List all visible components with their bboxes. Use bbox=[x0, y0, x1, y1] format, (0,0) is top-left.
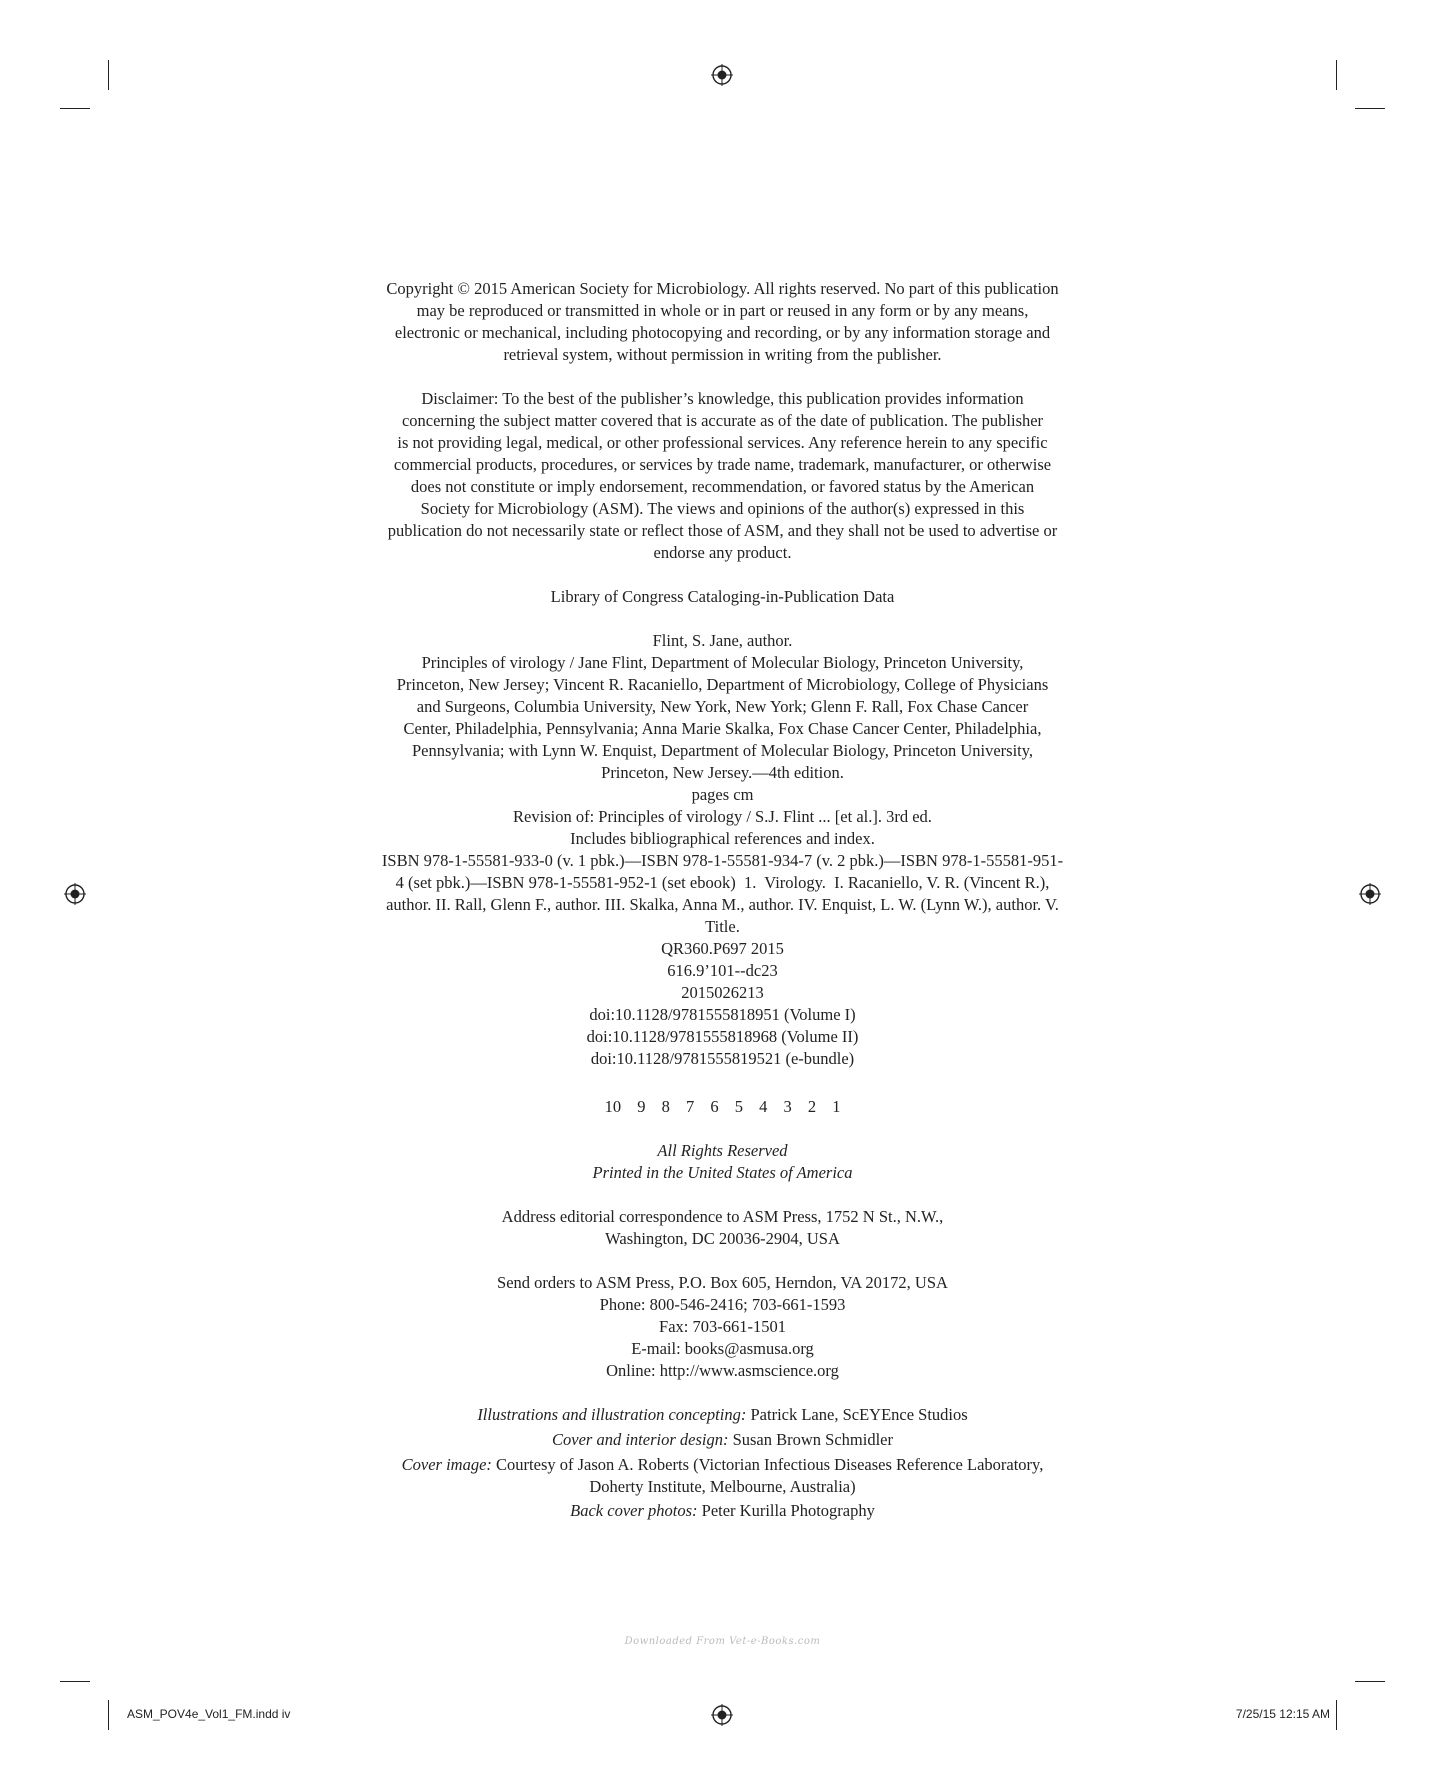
order-info bbox=[340, 1272, 1105, 1382]
credit-label: Illustrations and illustration concepting: bbox=[477, 1405, 747, 1424]
copyright-notice bbox=[340, 278, 1105, 366]
disclaimer-line: Society for Microbiology (ASM). The views and opinions of the author(s) expressed in this bbox=[420, 499, 1025, 518]
cip-line: ISBN 978-1-55581-933-0 (v. 1 pbk.)—ISBN 978-1-55581-934-7 (v. 2 pbk.)—ISBN 978-1-55581-951- bbox=[381, 851, 1064, 870]
cip-line: 2015026213 bbox=[681, 983, 764, 1002]
registration-mark-icon bbox=[1359, 883, 1381, 905]
address-line: Address editorial correspondence to ASM Press, 1752 N St., N.W., bbox=[501, 1207, 944, 1226]
cip-line: 4 (set pbk.)—ISBN 978-1-55581-952-1 (set ebook) 1. Virology. I. Racaniello, V. R. (Vincent R.), bbox=[395, 873, 1050, 892]
credit-value: Susan Brown Schmidler bbox=[728, 1430, 893, 1449]
cip-line: Princeton, New Jersey.—4th edition. bbox=[601, 763, 844, 782]
printer-key-number: 7 bbox=[685, 1097, 695, 1116]
disclaimer-line: does not constitute or imply endorsement, recommendation, or favored status by the American bbox=[410, 477, 1035, 496]
credit-label: Back cover photos: bbox=[570, 1501, 698, 1520]
cip-line: doi:10.1128/9781555818951 (Volume I) bbox=[589, 1005, 856, 1024]
credit-label: Cover image: bbox=[401, 1455, 492, 1474]
registration-mark-icon bbox=[64, 883, 86, 905]
credit-label: Cover and interior design: bbox=[552, 1430, 729, 1449]
crop-mark bbox=[1336, 60, 1337, 90]
printer-key-number: 3 bbox=[783, 1097, 792, 1116]
copyright-line: Copyright © 2015 American Society for Microbiology. All rights reserved. No part of this publication bbox=[386, 279, 1059, 298]
crop-mark bbox=[60, 1681, 90, 1682]
credit-design bbox=[340, 1427, 1105, 1452]
printer-key-number: 1 bbox=[832, 1097, 841, 1116]
registration-mark-icon bbox=[711, 1704, 733, 1726]
disclaimer-line: publication do not necessarily state or reflect those of ASM, and they shall not be used to advertise or bbox=[387, 521, 1058, 540]
printer-key-number: 5 bbox=[734, 1097, 743, 1116]
cip-line: Center, Philadelphia, Pennsylvania; Anna Marie Skalka, Fox Chase Cancer Center, Philadelphia, bbox=[403, 719, 1042, 738]
cip-data bbox=[340, 630, 1105, 1070]
credit-value: Doherty Institute, Melbourne, Australia) bbox=[589, 1477, 856, 1496]
printer-key-number: 9 bbox=[637, 1097, 646, 1116]
crop-mark bbox=[60, 108, 90, 109]
crop-mark bbox=[108, 60, 109, 90]
order-line: E-mail: books@asmusa.org bbox=[631, 1339, 814, 1358]
printer-key-number: 8 bbox=[661, 1097, 670, 1116]
slug-filename: ASM_POV4e_Vol1_FM.indd iv bbox=[127, 1707, 291, 1721]
cip-line: Includes bibliographical references and index. bbox=[570, 829, 875, 848]
crop-mark bbox=[1355, 1681, 1385, 1682]
cip-line: Pennsylvania; with Lynn W. Enquist, Department of Molecular Biology, Princeton University, bbox=[411, 741, 1034, 760]
slug-timestamp: 7/25/15 12:15 AM bbox=[1235, 1707, 1330, 1721]
address-line: Washington, DC 20036-2904, USA bbox=[605, 1229, 840, 1248]
order-line: Phone: 800-546-2416; 703-661-1593 bbox=[599, 1295, 846, 1314]
rights-statement bbox=[340, 1140, 1105, 1184]
watermark: Downloaded From Vet-e-Books.com bbox=[624, 1636, 821, 1647]
cip-line: doi:10.1128/9781555818968 (Volume II) bbox=[586, 1027, 859, 1046]
cip-line: Revision of: Principles of virology / S.J. Flint ... [et al.]. 3rd ed. bbox=[513, 807, 932, 826]
credit-illustrations bbox=[340, 1402, 1105, 1427]
disclaimer-line: is not providing legal, medical, or other professional services. Any reference herein to any specific bbox=[397, 433, 1048, 452]
cip-line: Princeton, New Jersey; Vincent R. Racaniello, Department of Microbiology, College of Physicians bbox=[396, 675, 1049, 694]
crop-mark bbox=[108, 1700, 109, 1730]
cip-line: 616.9’101--dc23 bbox=[667, 961, 778, 980]
cip-line: Principles of virology / Jane Flint, Department of Molecular Biology, Princeton University, bbox=[421, 653, 1024, 672]
cip-line: pages cm bbox=[691, 785, 754, 804]
cip-line: Flint, S. Jane, author. bbox=[652, 631, 793, 650]
copyright-line: electronic or mechanical, including photocopying and recording, or by any information storage and bbox=[394, 323, 1051, 342]
printer-key-number: 2 bbox=[807, 1097, 817, 1116]
credit-value: Courtesy of Jason A. Roberts (Victorian Infectious Diseases Reference Laboratory, bbox=[491, 1455, 1044, 1474]
registration-mark-icon bbox=[711, 64, 733, 86]
cip-line: doi:10.1128/9781555819521 (e-bundle) bbox=[590, 1049, 855, 1068]
credit-value: Patrick Lane, ScEYEnce Studios bbox=[746, 1405, 968, 1424]
disclaimer-line: Disclaimer: To the best of the publisher’s knowledge, this publication provides information bbox=[421, 389, 1024, 408]
crop-mark bbox=[1355, 108, 1385, 109]
order-line: Send orders to ASM Press, P.O. Box 605, Herndon, VA 20172, USA bbox=[497, 1273, 948, 1292]
printer-key-number: 6 bbox=[710, 1097, 719, 1116]
credits bbox=[340, 1402, 1105, 1523]
copyright-line: may be reproduced or transmitted in whole or in part or reused in any form or by any means, bbox=[416, 301, 1029, 320]
credit-cover-image bbox=[340, 1454, 1105, 1498]
disclaimer-line: endorse any product. bbox=[653, 543, 792, 562]
rights-line: Printed in the United States of America bbox=[592, 1163, 853, 1182]
cip-line: Title. bbox=[705, 917, 740, 936]
cip-heading: Library of Congress Cataloging-in-Publication Data bbox=[550, 587, 895, 606]
disclaimer-line: concerning the subject matter covered that is accurate as of the date of publication. The publisher bbox=[401, 411, 1044, 430]
crop-mark bbox=[1336, 1700, 1337, 1730]
cip-line: and Surgeons, Columbia University, New York, New York; Glenn F. Rall, Fox Chase Cancer bbox=[416, 697, 1029, 716]
order-line: Fax: 703-661-1501 bbox=[659, 1317, 786, 1336]
rights-line: All Rights Reserved bbox=[657, 1141, 788, 1160]
cip-line: author. II. Rall, Glenn F., author. III. Skalka, Anna M., author. IV. Enquist, L. W. (Lynn W.), author. V. bbox=[386, 895, 1059, 914]
cip-line: QR360.P697 2015 bbox=[661, 939, 784, 958]
printer-key-number: 10 bbox=[604, 1097, 622, 1116]
printer-key bbox=[340, 1096, 1105, 1118]
disclaimer-line: commercial products, procedures, or services by trade name, trademark, manufacturer, or otherwise bbox=[393, 455, 1052, 474]
copyright-line: retrieval system, without permission in writing from the publisher. bbox=[503, 345, 942, 364]
order-line: Online: http://www.asmscience.org bbox=[606, 1361, 839, 1380]
credit-back-cover bbox=[340, 1498, 1105, 1523]
disclaimer bbox=[340, 388, 1105, 564]
editorial-address bbox=[340, 1206, 1105, 1250]
credit-value: Peter Kurilla Photography bbox=[697, 1501, 875, 1520]
printer-key-number: 4 bbox=[759, 1097, 768, 1116]
